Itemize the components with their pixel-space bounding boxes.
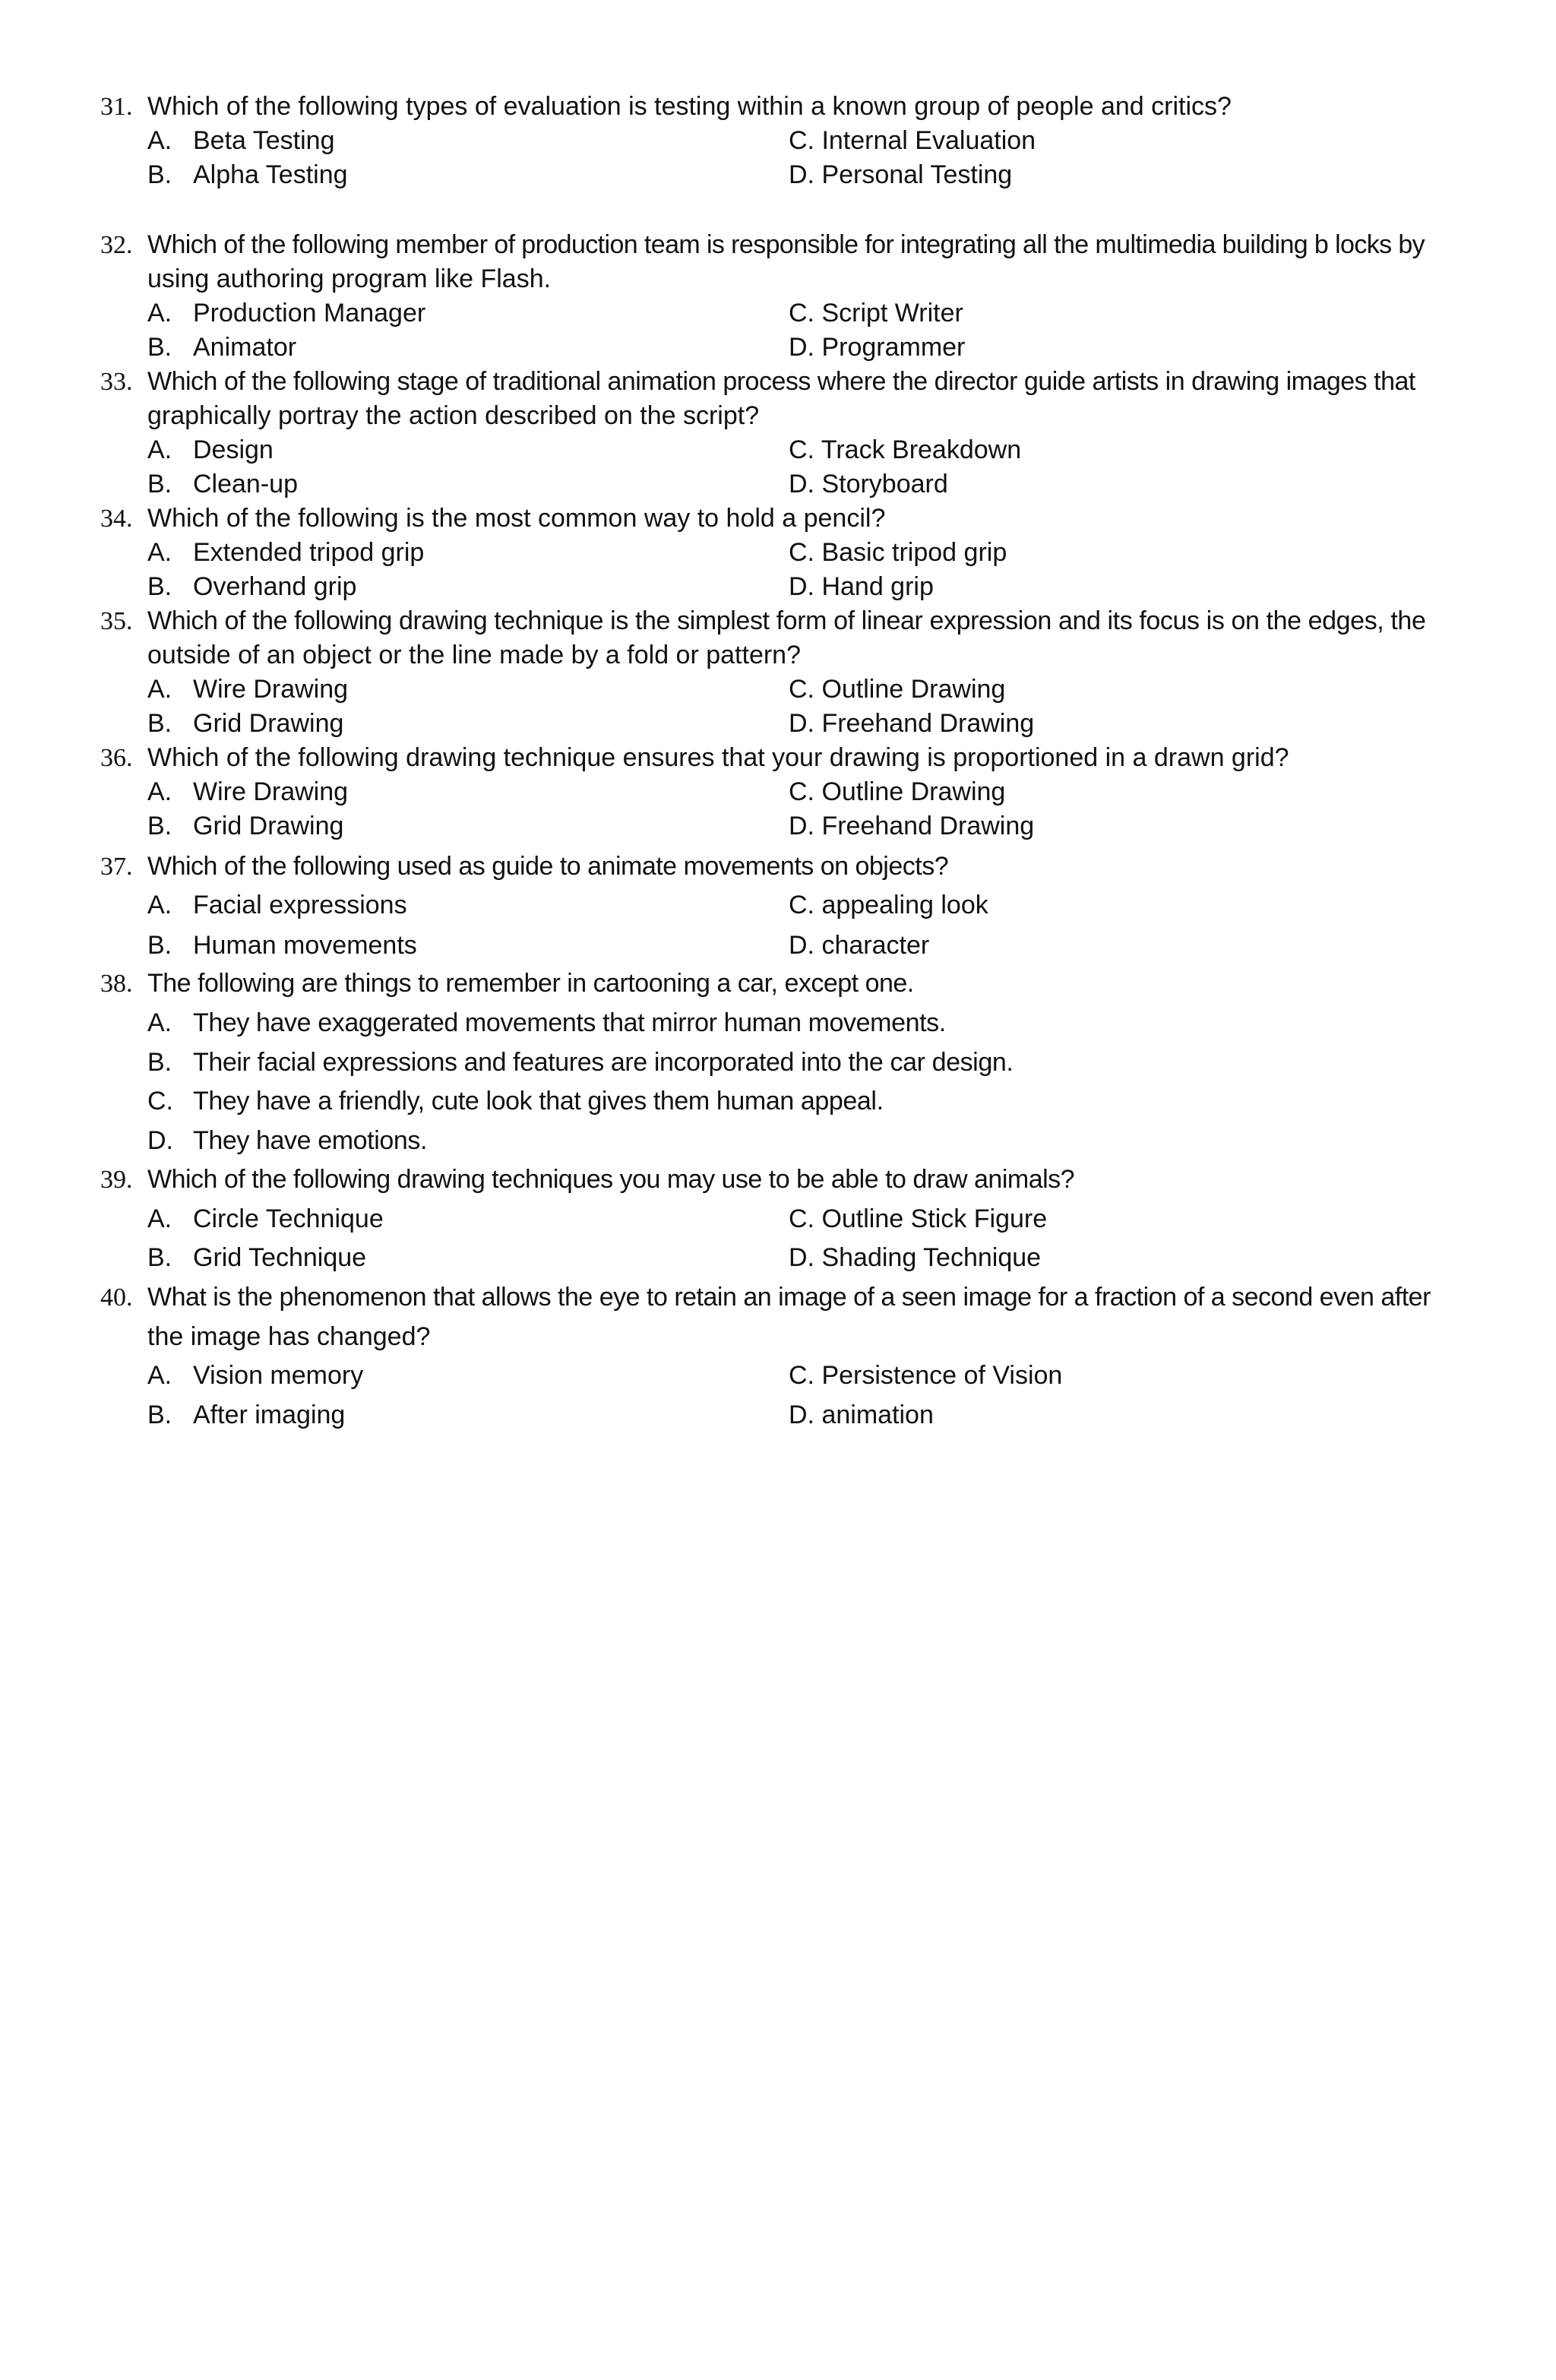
option-text: Grid Drawing [193,812,344,840]
option-text: Overhand grip [193,572,357,601]
question-text: Which of the following drawing technique ensures that your drawing is proportioned in a drawn grid? [147,743,1289,772]
question-text: Which of the following stage of traditional animation process where the director guide artists in drawing images that [147,367,1415,396]
option-letter: A. [147,1361,172,1390]
question-number: 36. [100,744,133,772]
option-d: D. Freehand Drawing [789,709,1035,738]
option-letter: A. [147,675,172,704]
question-text: Which of the following is the most common way to hold a pencil? [147,504,886,533]
option-text: After imaging [193,1400,346,1429]
question-number: 37. [100,853,133,881]
question-text: Which of the following member of production team is responsible for integrating all the multimedia building b locks by [147,230,1425,259]
option-letter: B. [147,1243,172,1272]
question-text: Which of the following drawing technique is the simplest form of linear expression and its focus is on the edges, the [147,606,1426,635]
option-d: D. Personal Testing [789,160,1013,189]
option-text: Beta Testing [193,126,335,155]
question-text: Which of the following drawing techniques you may use to be able to draw animals? [147,1165,1075,1194]
option-letter: A. [147,435,172,464]
question-number: 39. [100,1166,133,1194]
option-letter: C. [147,1087,173,1116]
question-text-line-2: the image has changed? [147,1322,431,1351]
option-letter: B. [147,160,172,189]
option-letter: A. [147,1008,172,1037]
option-d: D. Storyboard [789,470,948,498]
question-text: Which of the following types of evaluation is testing within a known group of people and critics? [147,92,1232,121]
option-c: C. Basic tripod grip [789,538,1007,567]
option-letter: B. [147,470,172,498]
option-letter: A. [147,777,172,806]
option-text: Vision memory [193,1361,364,1390]
option-c: C. appealing look [789,891,988,919]
option-letter: A. [147,891,172,919]
option-text: Human movements [193,931,417,960]
option-letter: A. [147,126,172,155]
option-letter: B. [147,709,172,738]
question-number: 38. [100,970,133,998]
option-letter: B. [147,1048,172,1077]
option-text: Design [193,435,274,464]
question-text-line-2: graphically portray the action described on the script? [147,401,760,430]
option-text: Grid Drawing [193,709,344,738]
option-text: They have emotions. [193,1126,428,1155]
option-c: C. Outline Stick Figure [789,1204,1048,1233]
option-text: Circle Technique [193,1204,384,1233]
option-c: C. Script Writer [789,299,963,328]
question-text-line-2: outside of an object or the line made by a fold or pattern? [147,641,801,669]
question-number: 31. [100,93,133,121]
option-text: Alpha Testing [193,160,348,189]
option-text: Extended tripod grip [193,538,425,567]
option-c: C. Track Breakdown [789,435,1022,464]
option-text: Grid Technique [193,1243,367,1272]
option-text: Wire Drawing [193,675,349,704]
option-letter: B. [147,931,172,960]
option-text: They have exaggerated movements that mirror human movements. [193,1008,946,1037]
option-c: C. Persistence of Vision [789,1361,1063,1390]
question-number: 34. [100,505,133,533]
question-text: The following are things to remember in cartooning a car, except one. [147,969,914,998]
option-d: D. character [789,931,930,960]
question-number: 40. [100,1283,133,1312]
option-text: Wire Drawing [193,777,349,806]
option-letter: A. [147,1204,172,1233]
option-d: D. Freehand Drawing [789,812,1035,840]
option-letter: B. [147,1400,172,1429]
option-c: C. Internal Evaluation [789,126,1036,155]
option-letter: D. [147,1126,173,1155]
option-letter: A. [147,299,172,328]
option-text: Animator [193,333,297,362]
option-d: D. Shading Technique [789,1243,1042,1272]
question-text: Which of the following used as guide to animate movements on objects? [147,852,949,881]
option-text: Facial expressions [193,891,407,919]
option-text: They have a friendly, cute look that gives them human appeal. [193,1087,884,1116]
option-letter: A. [147,538,172,567]
option-d: D. Hand grip [789,572,934,601]
option-d: D. Programmer [789,333,966,362]
question-number: 32. [100,231,133,259]
question-text: What is the phenomenon that allows the eye to retain an image of a seen image for a fraction of a second even after [147,1283,1431,1312]
option-letter: B. [147,572,172,601]
question-number: 35. [100,607,133,635]
option-c: C. Outline Drawing [789,777,1006,806]
option-text: Clean-up [193,470,298,498]
question-number: 33. [100,368,133,396]
option-c: C. Outline Drawing [789,675,1006,704]
option-d: D. animation [789,1400,934,1429]
question-text-line-2: using authoring program like Flash. [147,264,552,293]
option-letter: B. [147,333,172,362]
option-text: Production Manager [193,299,426,328]
option-letter: B. [147,812,172,840]
option-text: Their facial expressions and features are incorporated into the car design. [193,1048,1014,1077]
